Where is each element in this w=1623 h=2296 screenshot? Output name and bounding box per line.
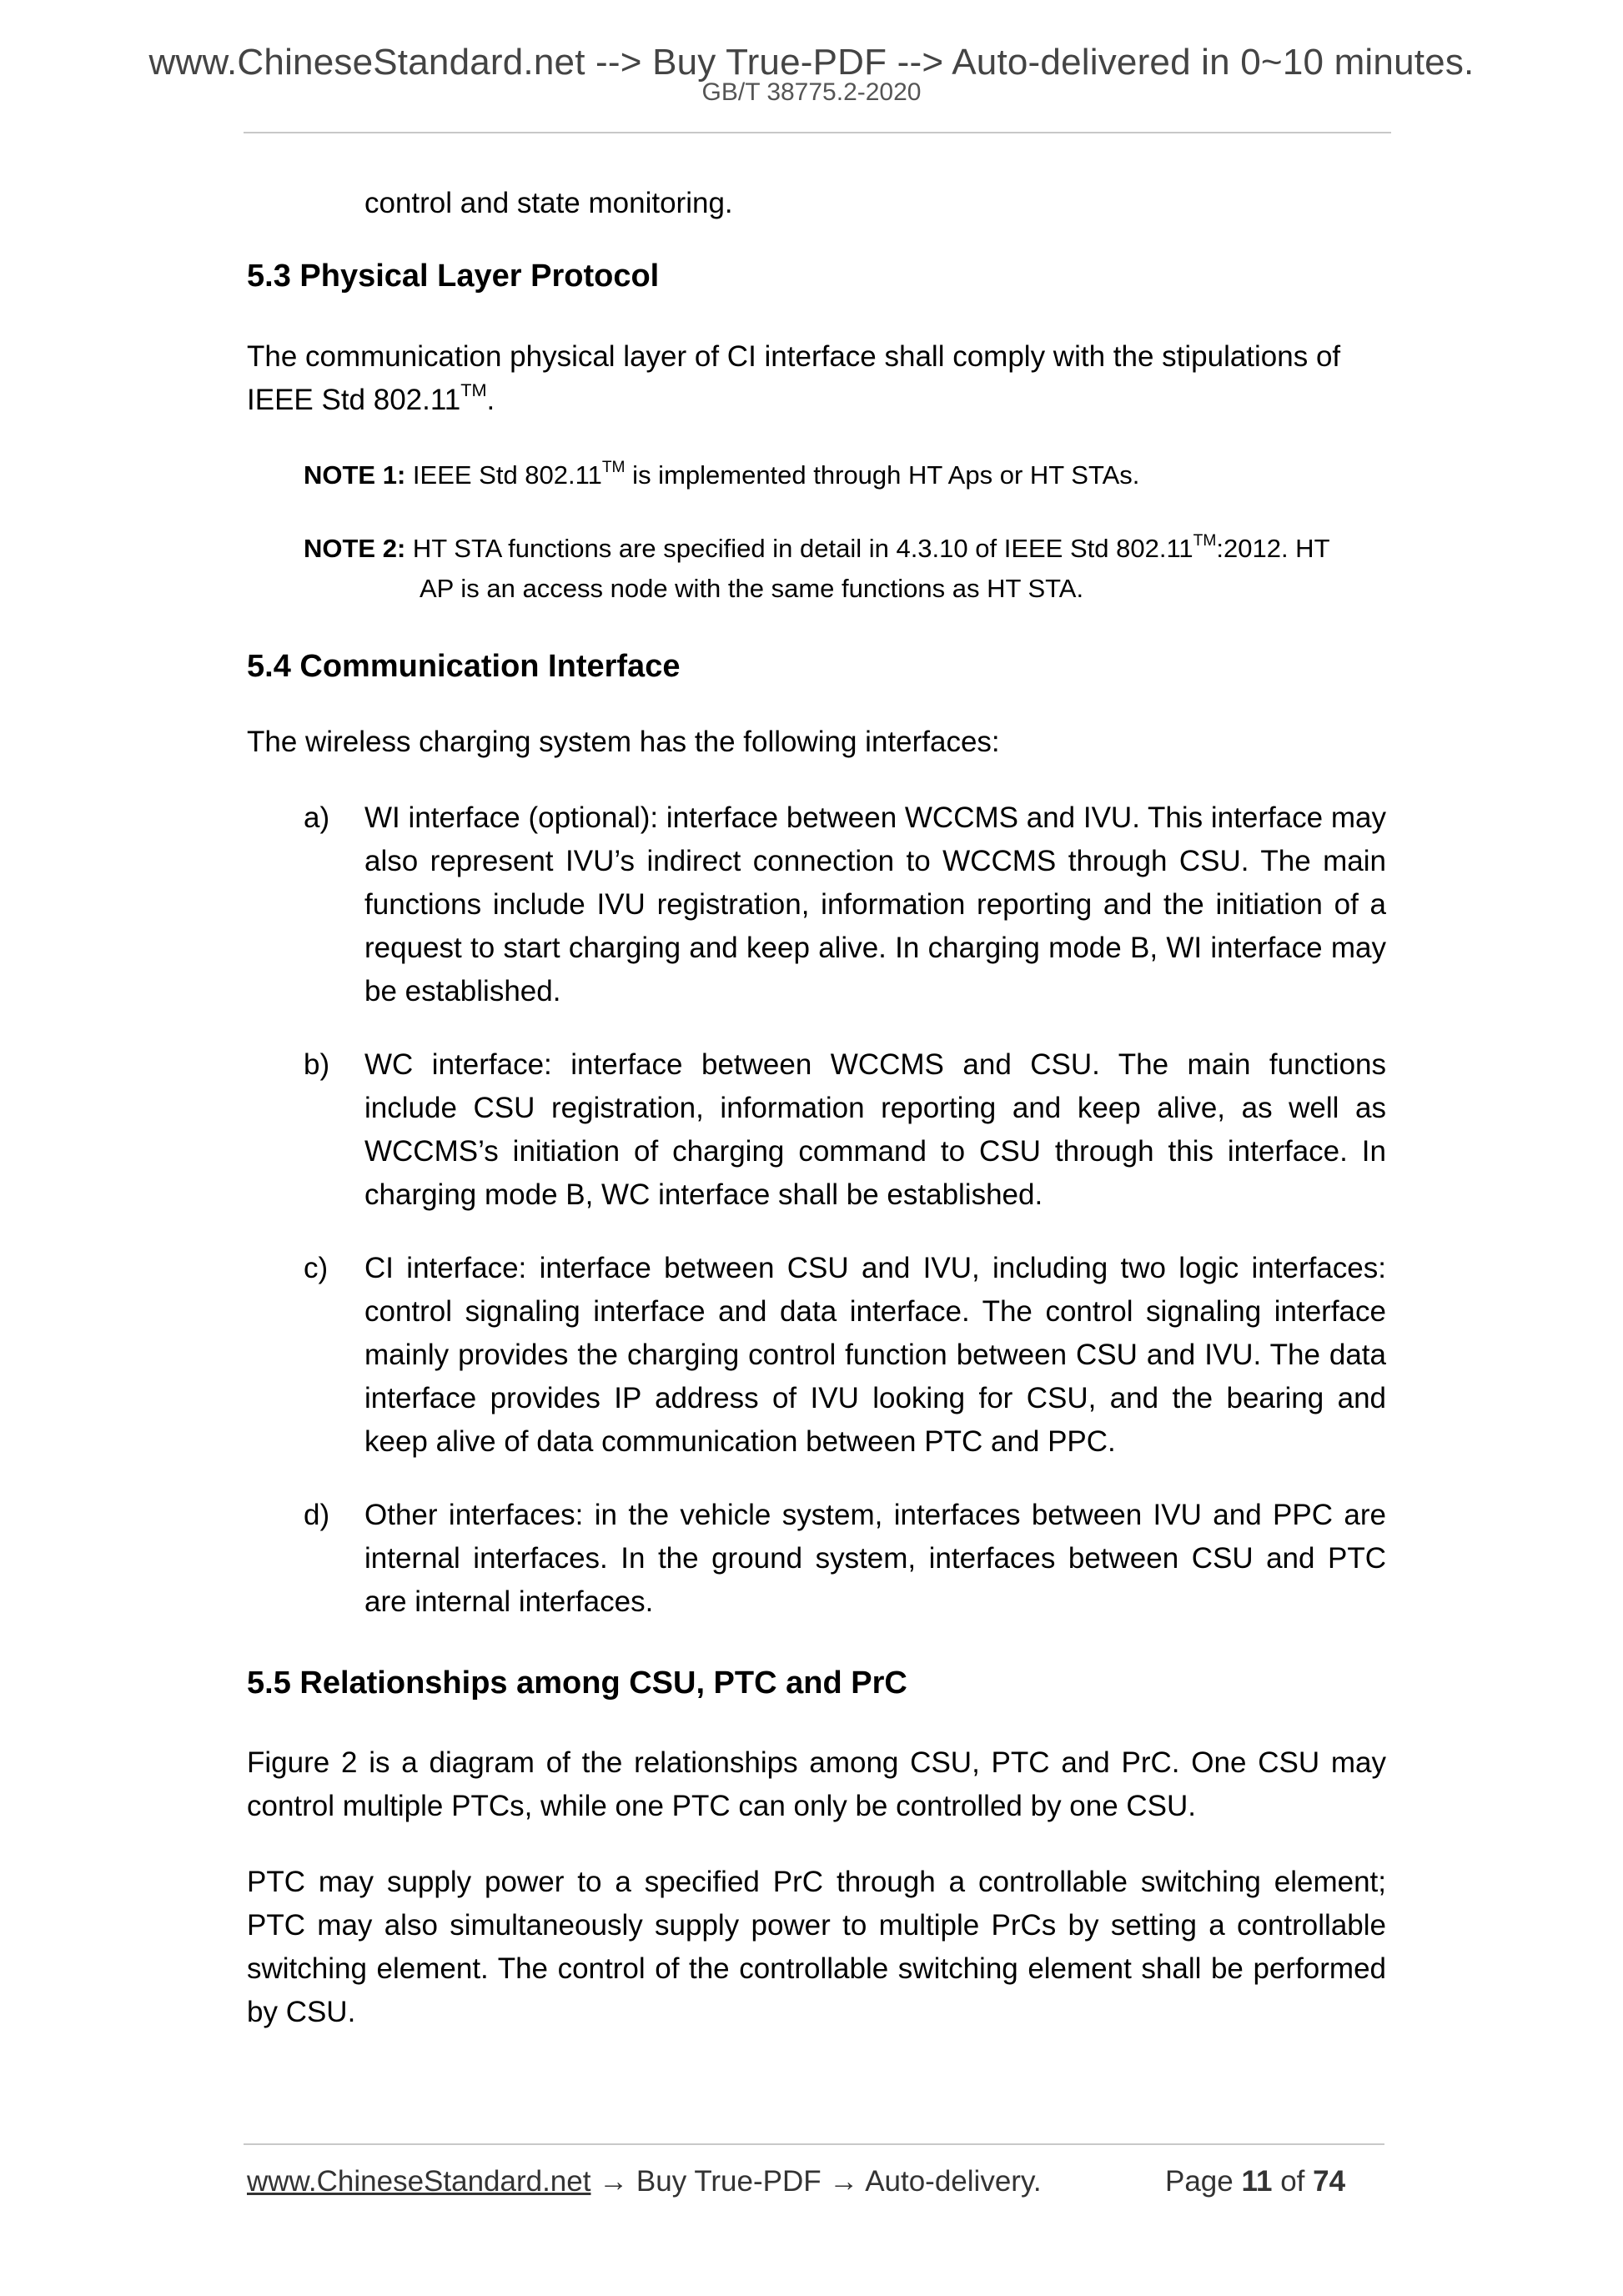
continuation-text: control and state monitoring. (364, 187, 733, 219)
footer-site-link[interactable]: www.ChineseStandard.net (247, 2165, 591, 2198)
trademark-sup: TM (460, 379, 487, 401)
trademark-sup: TM (1193, 531, 1217, 550)
note-continuation: AP is an access node with the same functions as HT STA. (420, 574, 1084, 603)
footer-divider (244, 2143, 1384, 2145)
header-banner: www.ChineseStandard.net --> Buy True-PDF --> Auto-delivered in 0~10 minutes. (148, 42, 1475, 83)
list-item-b (304, 1043, 1386, 1217)
page-label: Page (1165, 2165, 1234, 2198)
footer-text: Buy True-PDF (636, 2165, 822, 2198)
standard-code: GB/T 38775.2-2020 (701, 78, 922, 106)
list-item-text: Other interfaces: in the vehicle system, interfaces between IVU and PPC are internal interfaces. In the ground system, interfaces between CSU and PTC are internal interfaces. (364, 1499, 1386, 1618)
paragraph-relationships: Figure 2 is a diagram of the relationships among CSU, PTC and PrC. One CSU may control multiple PTCs, while one PTC can only be controlled by one CSU. (247, 1746, 1386, 1822)
paragraph-line: The communication physical layer of CI interface shall comply with the stipulations of (247, 340, 1341, 373)
footer-links (247, 2165, 1042, 2198)
note-label: NOTE 1: (304, 460, 406, 490)
arrow-icon: → (590, 2165, 636, 2198)
note-2 (304, 529, 1386, 609)
arrow-icon: → (821, 2165, 866, 2198)
note-text: HT STA functions are specified in detail in 4.3.10 of IEEE Std 802.11 (405, 534, 1193, 563)
section-heading-5-4: 5.4 Communication Interface (247, 649, 681, 684)
of-label: of (1280, 2165, 1305, 2198)
header-divider (244, 132, 1391, 133)
note-text: :2012. HT (1216, 534, 1330, 563)
page-number: 11 (1241, 2165, 1273, 2198)
paragraph-interfaces-intro: The wireless charging system has the following interfaces: (247, 726, 1000, 758)
list-item-text: CI interface: interface between CSU and IVU, including two logic interfaces: control signaling interface and data interface. The control signaling interface mainly provides the charging control function between CSU and IVU. The data interface provides IP address of IVU looking for CSU, and the bearing and keep alive of data communication between PTC and PPC. (364, 1252, 1386, 1458)
note-text: IEEE Std 802.11 (405, 460, 602, 490)
list-marker: d) (304, 1499, 330, 1531)
section-heading-5-5: 5.5 Relationships among CSU, PTC and PrC (247, 1665, 907, 1701)
list-marker: b) (304, 1048, 330, 1081)
list-item-text: WI interface (optional): interface between WCCMS and IVU. This interface may also represent IVU’s indirect connection to WCCMS through CSU. The main functions include IVU registration, information reporting and the initiation of a request to start charging and keep alive. In charging mode B, WI interface may be established. (364, 801, 1386, 1007)
section-heading-5-3: 5.3 Physical Layer Protocol (247, 259, 660, 294)
paragraph-line: . (486, 384, 495, 416)
note-1 (304, 455, 1386, 495)
list-item-text: WC interface: interface between WCCMS and CSU. The main functions include CSU registration, information reporting and keep alive, as well as WCCMS’s initiation of charging command to CSU through this interface. In charging mode B, WC interface shall be established. (364, 1048, 1386, 1211)
list-marker: c) (304, 1252, 329, 1284)
list-marker: a) (304, 801, 330, 834)
paragraph-physical-layer (247, 335, 1386, 422)
page-total: 74 (1313, 2165, 1346, 2198)
note-text: is implemented through HT Aps or HT STAs. (625, 460, 1140, 490)
list-item-a (304, 796, 1386, 1013)
page-indicator (1165, 2165, 1345, 2198)
paragraph-line: IEEE Std 802.11 (247, 384, 461, 416)
list-item-d (304, 1494, 1386, 1624)
note-label: NOTE 2: (304, 534, 406, 563)
trademark-sup: TM (601, 458, 626, 476)
footer-text: Auto-delivery. (865, 2165, 1042, 2198)
list-item-c (304, 1247, 1386, 1464)
paragraph-power-supply: PTC may supply power to a specified PrC through a controllable switching element; PTC may also simultaneously supply power to multiple PrCs by setting a controllable switching element. The control of the controllable switching element shall be performed by CSU. (247, 1866, 1386, 2028)
